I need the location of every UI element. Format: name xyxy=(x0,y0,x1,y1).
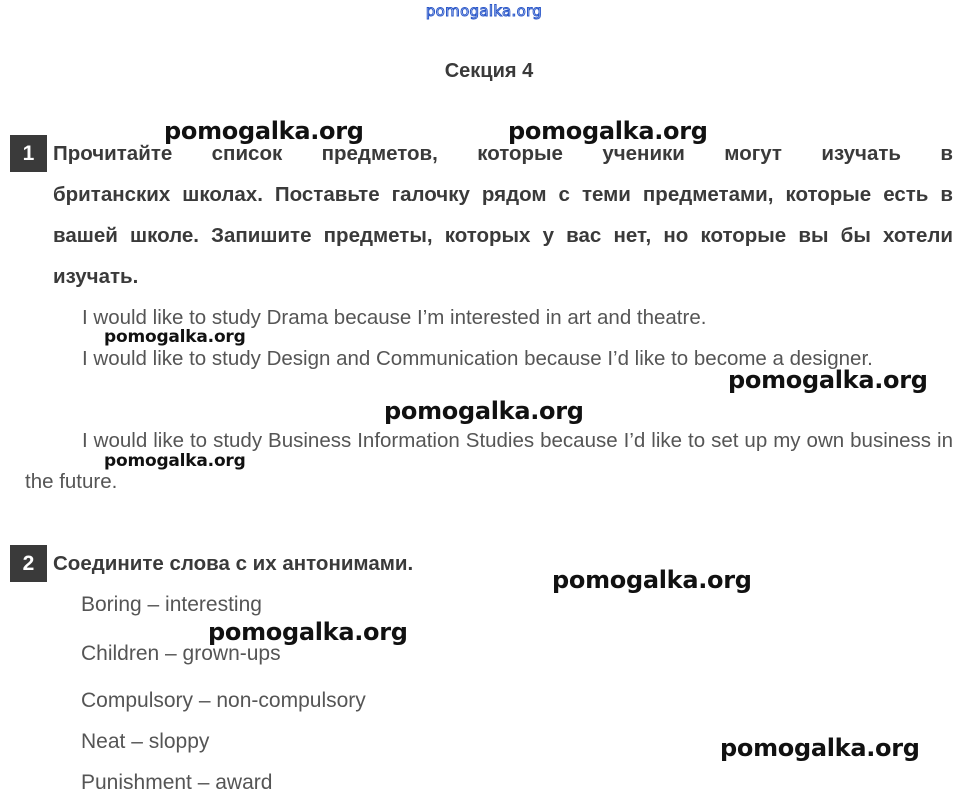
watermark: pomogalka.org xyxy=(508,117,708,145)
answer-paragraph: I would like to study Drama because I’m interested in art and theatre. xyxy=(82,306,707,329)
answer-paragraph: I would like to study Design and Communication because I’d like to become a designer. xyxy=(82,347,873,370)
watermark: pomogalka.org xyxy=(728,366,928,394)
antonym-pair: Punishment – award xyxy=(81,771,273,794)
watermark: pomogalka.org xyxy=(720,734,920,762)
watermark: pomogalka.org xyxy=(208,618,408,646)
antonym-pair: Children – grown-ups xyxy=(81,642,281,665)
watermark: pomogalka.org xyxy=(552,566,752,594)
watermark: pomogalka.org xyxy=(104,451,246,471)
top-watermark: pomogalka.org xyxy=(425,2,543,20)
task-number-badge: 1 xyxy=(10,135,47,172)
antonym-pair: Boring – interesting xyxy=(81,593,262,616)
watermark: pomogalka.org xyxy=(384,397,584,425)
answer-paragraph: I would like to study Business Information Studies because I’d like to set up my own business in the future. xyxy=(25,429,953,493)
task2-instruction: Соедините слова с их антонимами. xyxy=(53,552,414,575)
antonym-pair: Neat – sloppy xyxy=(81,730,210,753)
antonym-pair: Compulsory – non-compulsory xyxy=(81,689,366,712)
watermark: pomogalka.org xyxy=(164,117,364,145)
watermark: pomogalka.org xyxy=(104,327,246,347)
task1-instruction: британских школах. Поставьте галочку рядом с теми предметами, которые есть в вашей школе. Запишите предметы, которых у вас нет, но которые вы бы хотели изучать. xyxy=(53,183,953,288)
task-number-badge: 2 xyxy=(10,545,47,582)
section-title: Секция 4 xyxy=(444,60,534,82)
task1-instruction-line1: Прочитайте список предметов, которые ученики могут изучать в xyxy=(53,142,953,165)
